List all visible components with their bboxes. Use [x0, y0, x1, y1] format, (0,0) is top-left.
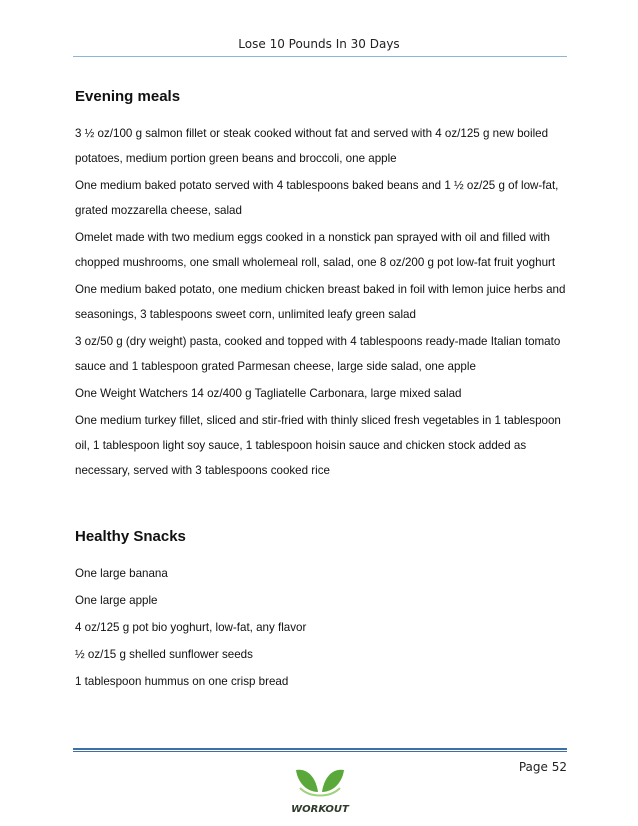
header-divider [73, 56, 567, 57]
logo-leaf-right [322, 770, 344, 792]
workout-logo-icon [290, 762, 350, 820]
snack-item: ½ oz/15 g shelled sunflower seeds [75, 648, 253, 661]
snack-item: One large banana [75, 567, 168, 580]
logo-swoosh [300, 788, 340, 796]
section-spacer [75, 485, 567, 525]
page-content [75, 85, 567, 696]
evening-meal-item: Omelet made with two medium eggs cooked in a nonstick pan sprayed with oil and filled with chopped mushrooms, one small wholemeal roll, salad, one 8 oz/200 g pot low-fat fruit yoghurt [75, 231, 556, 269]
evening-meal-item: One medium baked potato served with 4 tablespoons baked beans and 1 ½ oz/25 g of low-fat, grated mozzarella cheese, salad [75, 179, 559, 217]
evening-meal-item: 3 oz/50 g (dry weight) pasta, cooked and topped with 4 tablespoons ready-made Italian tomato sauce and 1 tablespoon grated Parmesan cheese, large side salad, one apple [75, 335, 561, 373]
logo-leaf-left [296, 770, 318, 792]
evening-meal-item: One Weight Watchers 14 oz/400 g Tagliatelle Carbonara, large mixed salad [75, 387, 462, 400]
footer-divider-thin [73, 751, 567, 752]
healthy-snacks-heading: Healthy Snacks [75, 528, 186, 545]
logo-wordmark: WORKOUT [291, 804, 349, 815]
evening-meal-item: 3 ½ oz/100 g salmon fillet or steak cooked without fat and served with 4 oz/125 g new boiled potatoes, medium portion green beans and broccoli, one apple [75, 127, 549, 165]
snack-item: One large apple [75, 594, 158, 607]
evening-meal-item: One medium turkey fillet, sliced and stir-fried with thinly sliced fresh vegetables in 1 tablespoon oil, 1 tablespoon light soy sauce, 1 tablespoon hoisin sauce and chicken stock added as necessary, served with 3 tablespoons cooked rice [75, 414, 561, 477]
snack-item: 4 oz/125 g pot bio yoghurt, low-fat, any flavor [75, 621, 307, 634]
evening-meal-item: One medium baked potato, one medium chicken breast baked in foil with lemon juice herbs and seasonings, 3 tablespoons sweet corn, unlimited leafy green salad [75, 283, 566, 321]
footer-divider-thick [73, 748, 567, 750]
snack-item: 1 tablespoon hummus on one crisp bread [75, 675, 289, 688]
page-header-title: Lose 10 Pounds In 30 Days [238, 37, 400, 51]
evening-meals-heading: Evening meals [75, 88, 181, 105]
page-number: Page 52 [518, 760, 567, 774]
